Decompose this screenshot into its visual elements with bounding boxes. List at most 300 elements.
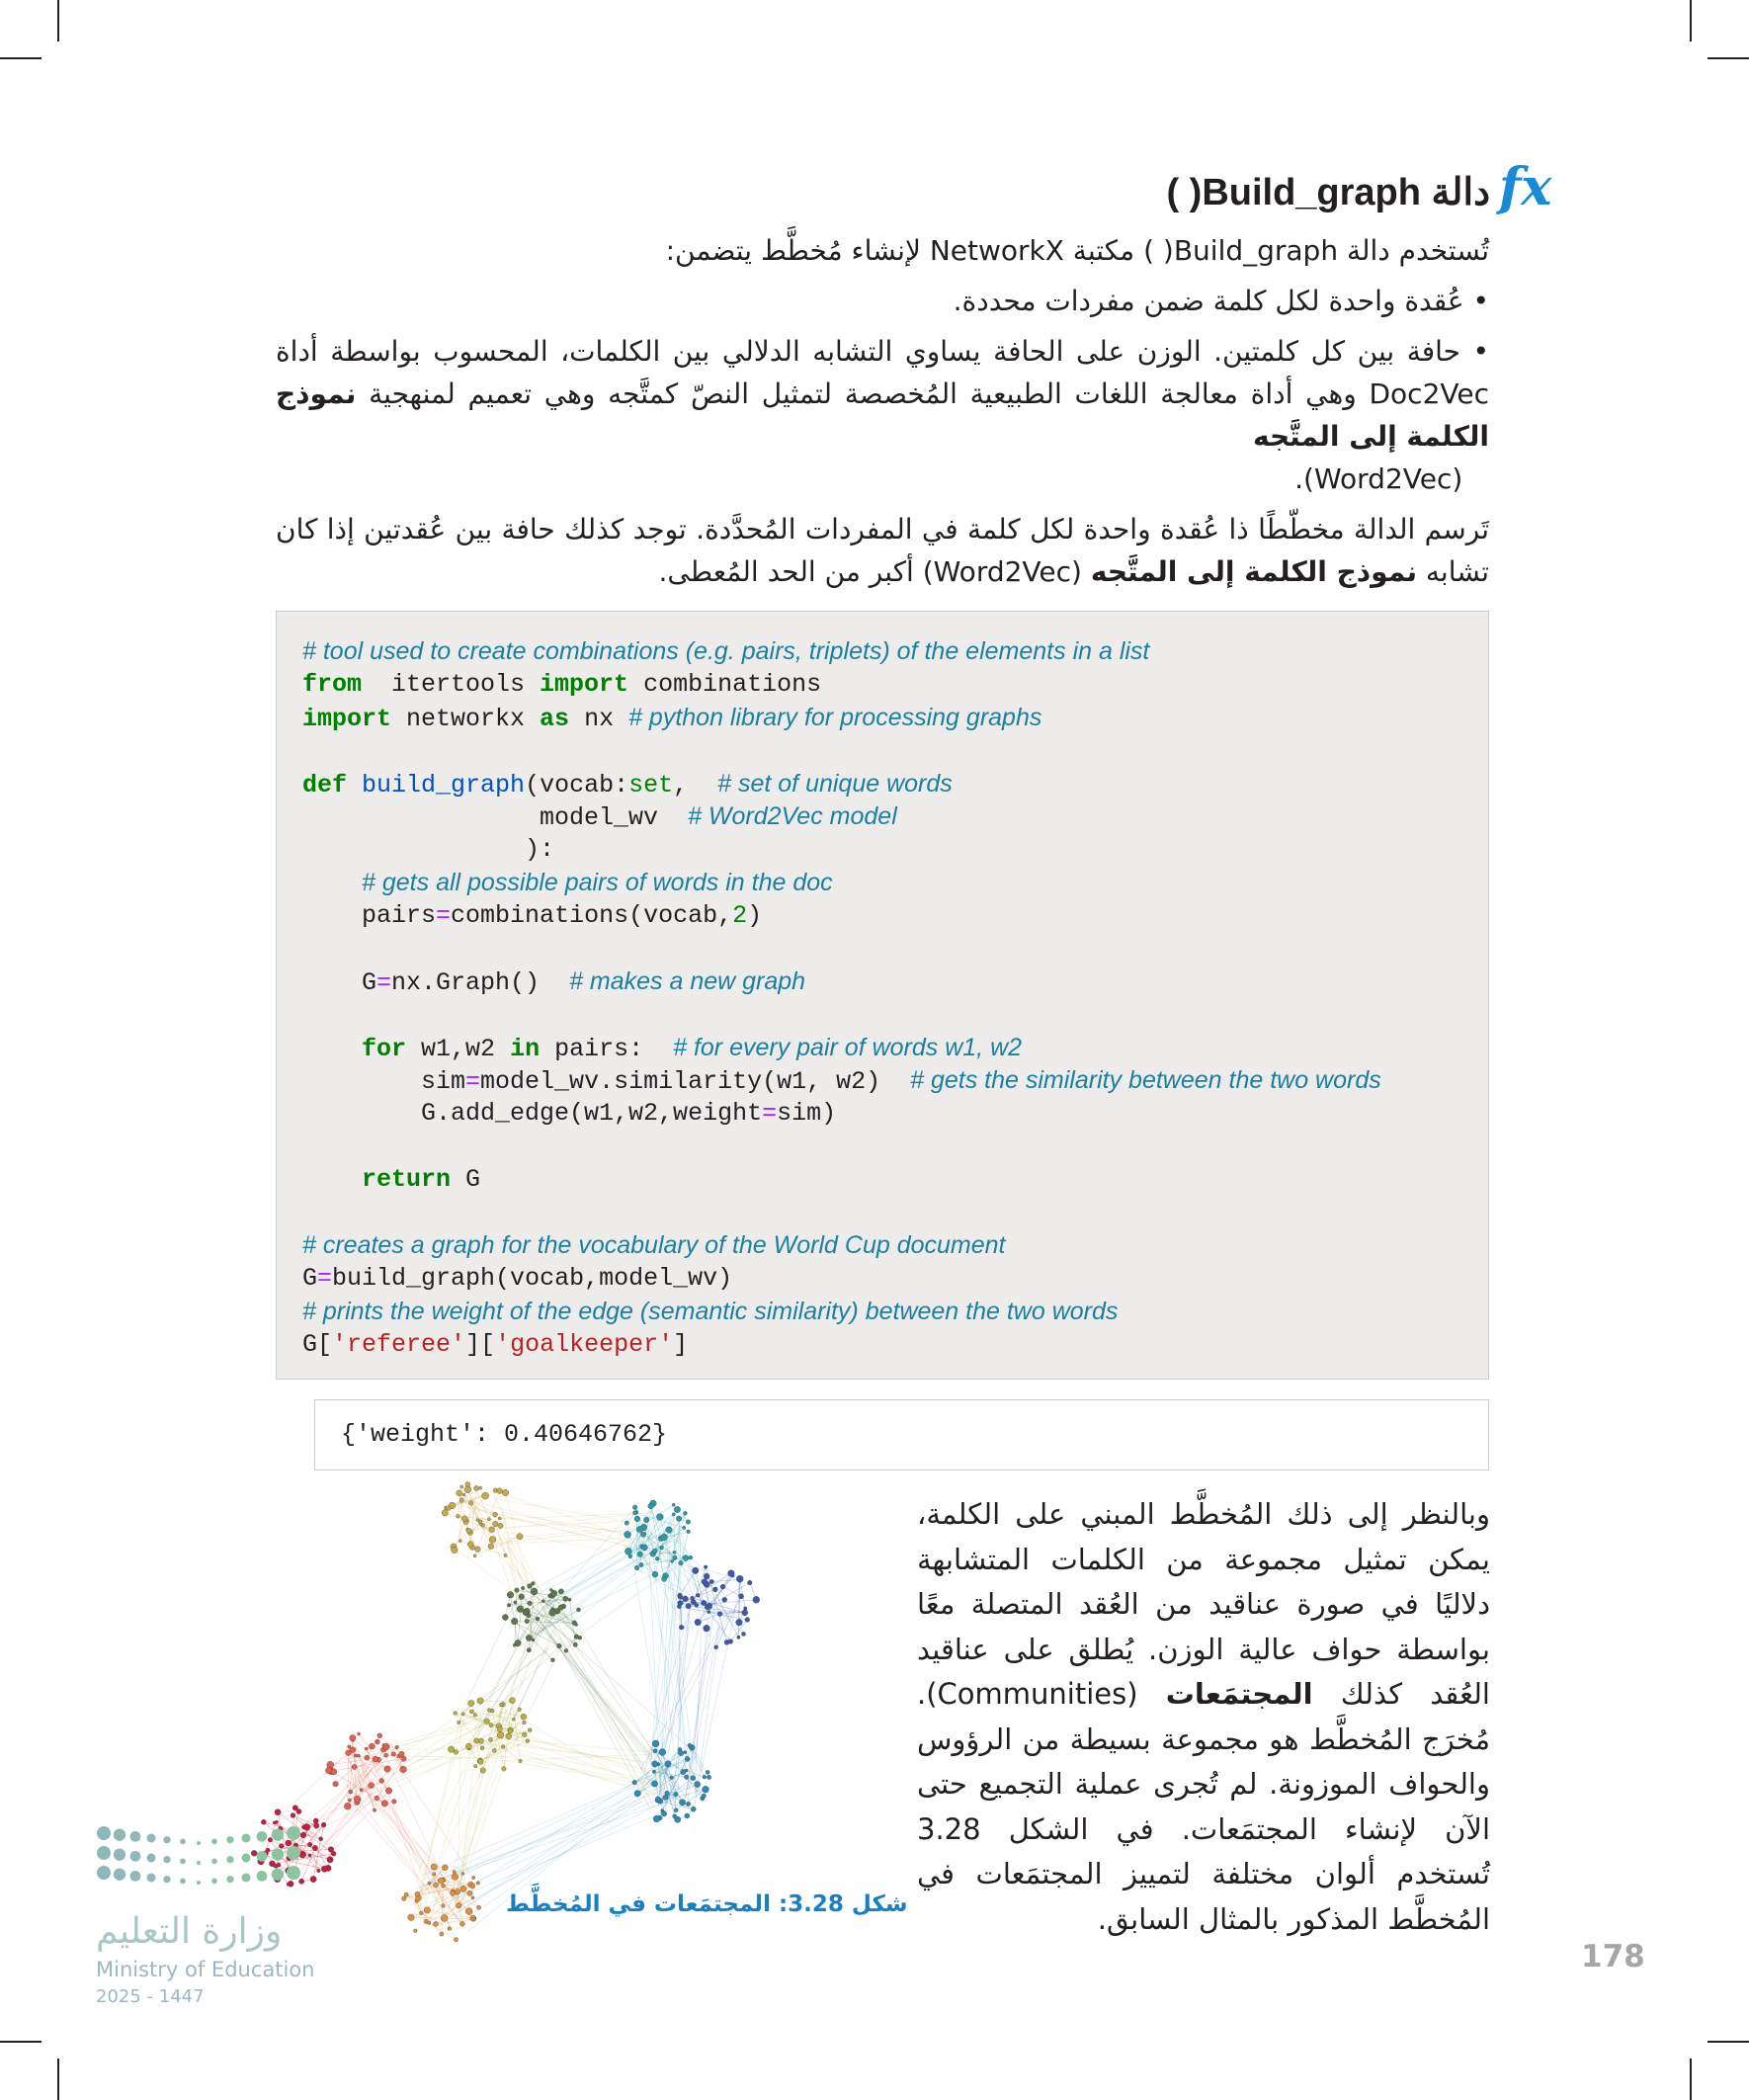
graph-node <box>369 1783 375 1789</box>
graph-node <box>477 1698 483 1704</box>
graph-node <box>365 1755 370 1760</box>
bold-term: المجتمَعات <box>1165 1677 1313 1711</box>
graph-node <box>395 1745 399 1749</box>
graph-node <box>702 1579 708 1585</box>
graph-node <box>682 1596 688 1602</box>
graph-node <box>498 1523 503 1528</box>
graph-node <box>536 1617 540 1621</box>
graph-node <box>531 1581 535 1585</box>
graph-node <box>695 1782 701 1788</box>
code-token: networkx <box>391 704 541 733</box>
code-output: {'weight': 0.40646762} <box>314 1399 1489 1470</box>
logo-dot <box>114 1849 125 1861</box>
code-token: = <box>762 1099 778 1129</box>
graph-node <box>563 1596 568 1601</box>
graph-node <box>747 1580 752 1585</box>
graph-node <box>683 1555 689 1561</box>
graph-node <box>665 1761 671 1767</box>
graph-node <box>375 1796 379 1801</box>
graph-node <box>373 1808 375 1811</box>
graph-edge <box>464 1597 518 1705</box>
graph-node <box>399 1751 404 1756</box>
graph-node <box>728 1570 735 1577</box>
graph-node <box>385 1788 391 1794</box>
graph-node <box>521 1586 525 1590</box>
graph-node <box>706 1603 711 1609</box>
graph-node <box>473 1714 477 1718</box>
code-token: , <box>673 770 718 799</box>
graph-node <box>548 1594 552 1598</box>
graph-node <box>468 1700 474 1706</box>
graph-node <box>325 1767 331 1773</box>
graph-node <box>702 1794 706 1798</box>
graph-node <box>480 1746 484 1750</box>
graph-node <box>511 1618 518 1625</box>
graph-node <box>453 1871 456 1874</box>
graph-node <box>672 1503 675 1506</box>
graph-node <box>695 1619 702 1626</box>
graph-node <box>753 1596 760 1603</box>
graph-node <box>440 1932 444 1936</box>
graph-node <box>720 1584 725 1589</box>
graph-node <box>460 1485 463 1488</box>
graph-node <box>489 1537 496 1544</box>
logo-dot <box>211 1859 217 1865</box>
graph-node <box>466 1529 471 1534</box>
graph-node <box>574 1635 579 1639</box>
graph-node <box>461 1516 467 1522</box>
graph-node <box>474 1738 479 1743</box>
graph-node <box>689 1555 693 1559</box>
code-token: sim <box>302 1067 466 1097</box>
graph-node <box>568 1598 571 1601</box>
graph-node <box>291 1813 295 1818</box>
code-token: = <box>436 901 452 931</box>
logo-dot <box>97 1826 111 1840</box>
code-token: for <box>362 1034 407 1063</box>
graph-node <box>360 1789 363 1792</box>
graph-node <box>312 1845 317 1850</box>
graph-node <box>474 1485 479 1490</box>
graph-node <box>458 1721 460 1723</box>
graph-node <box>674 1506 680 1512</box>
graph-node <box>556 1643 561 1648</box>
graph-node <box>522 1732 527 1737</box>
graph-node <box>507 1591 514 1598</box>
logo-dot <box>272 1829 284 1841</box>
graph-node <box>313 1823 319 1829</box>
graph-node <box>671 1559 674 1562</box>
figure-caption: شكل 3.28: المجتمَعات في المُخطَّط <box>506 1891 908 1917</box>
graph-edge <box>694 1615 720 1763</box>
logo-dot <box>242 1874 251 1883</box>
code-token: nx <box>569 704 629 733</box>
logo-dot <box>197 1881 201 1885</box>
graph-node <box>625 1521 628 1525</box>
graph-node <box>683 1511 687 1515</box>
code-token: # tool used to create combinations (e.g. pairs, triplets) of the elements in a list <box>302 637 1150 665</box>
graph-edge <box>359 1782 463 1911</box>
graph-node <box>527 1648 531 1652</box>
graph-node <box>677 1605 681 1609</box>
graph-node <box>663 1795 668 1800</box>
graph-node <box>661 1576 666 1581</box>
code-token: = <box>317 1264 333 1294</box>
graph-edge <box>454 1773 650 1898</box>
graph-edge <box>538 1596 654 1806</box>
code-token: pairs <box>302 901 437 931</box>
graph-node <box>704 1625 710 1632</box>
graph-node <box>550 1658 554 1662</box>
graph-node <box>652 1740 659 1747</box>
graph-node <box>665 1791 670 1796</box>
graph-node <box>489 1527 495 1533</box>
code-token: G[ <box>302 1330 333 1360</box>
graph-node <box>384 1753 388 1757</box>
text: وبالنظر إلى ذلك المُخطَّط المبني على الكلمة، يمكن تمثيل مجموعة من الكلمات المتشابهة دلاليًا في صورة عناقيد من العُقد المتصلة معًا بواسطة حواف عالية الوزن. يُطلق على عناقيد العُقد كذلك <box>917 1497 1490 1711</box>
graph-node <box>564 1648 568 1652</box>
graph-node <box>414 1929 418 1933</box>
text: تَرسم الدالة مخطّطًا ذا عُقدة واحدة لكل كلمة في المفردات المُحدَّدة. توجد كذلك حافة بين عُقدتين إذا كان تشابه <box>276 513 1489 588</box>
logo-dot <box>226 1856 233 1863</box>
code-token: sim) <box>777 1099 837 1129</box>
graph-node <box>672 1555 677 1560</box>
graph-node <box>379 1779 384 1784</box>
intro-text: تُستخدم دالة Build_graph( ) مكتبة NetworkX لإنشاء مُخطَّط يتضمن: <box>665 234 1489 267</box>
graph-node <box>497 1731 504 1738</box>
graph-node <box>457 1514 460 1518</box>
code-token: pairs: <box>540 1034 674 1063</box>
graph-node <box>492 1521 497 1526</box>
graph-node <box>625 1531 631 1538</box>
logo-dot <box>272 1849 284 1861</box>
graph-node <box>401 1896 406 1901</box>
graph-node <box>656 1514 663 1521</box>
graph-node <box>558 1605 563 1610</box>
graph-node <box>447 1506 452 1511</box>
graph-node <box>684 1751 687 1754</box>
graph-node <box>476 1905 480 1909</box>
code-token: 2 <box>732 901 748 931</box>
ministry-logo-dots <box>96 1823 313 1902</box>
logo-dot <box>163 1836 170 1843</box>
code-token: from <box>302 670 363 700</box>
graph-node <box>497 1726 502 1731</box>
graph-edge <box>711 1579 739 1581</box>
logo-dot <box>272 1869 284 1881</box>
graph-node <box>468 1501 472 1505</box>
graph-node <box>448 1927 452 1931</box>
graph-edge <box>419 1802 642 1887</box>
graph-node <box>465 1482 470 1487</box>
graph-node <box>655 1556 659 1560</box>
graph-node <box>679 1560 684 1565</box>
graph-node <box>655 1797 661 1803</box>
paragraph-2 <box>917 1492 1490 1942</box>
logo-dot <box>180 1859 186 1865</box>
graph-node <box>736 1575 743 1582</box>
logo-dot <box>211 1879 217 1885</box>
graph-node <box>408 1914 415 1921</box>
graph-node <box>526 1635 532 1640</box>
graph-node <box>632 1511 636 1515</box>
code-token: def <box>302 770 348 799</box>
logo-dot <box>197 1861 201 1865</box>
graph-node <box>502 1615 508 1621</box>
bullet-text: (Word2Vec). <box>1294 462 1463 495</box>
graph-node <box>515 1588 520 1593</box>
graph-node <box>478 1738 483 1743</box>
graph-node <box>454 1938 458 1942</box>
logo-dot <box>226 1836 233 1843</box>
graph-node <box>728 1639 733 1644</box>
graph-node <box>400 1766 407 1773</box>
graph-node <box>507 1603 511 1607</box>
graph-node <box>317 1869 321 1873</box>
code-token: in <box>510 1034 541 1063</box>
graph-node <box>632 1505 637 1510</box>
graph-node <box>549 1609 556 1616</box>
graph-node <box>521 1714 527 1720</box>
graph-node <box>460 1886 466 1891</box>
code-token: # set of unique words <box>717 769 953 798</box>
graph-node <box>636 1526 642 1532</box>
graph-node <box>452 1547 458 1553</box>
logo-dot <box>242 1834 251 1843</box>
graph-node <box>685 1813 690 1818</box>
graph-node <box>691 1776 696 1781</box>
code-token: import <box>302 704 392 733</box>
graph-node <box>696 1593 700 1597</box>
graph-node <box>349 1790 353 1794</box>
logo-dot <box>147 1834 156 1843</box>
graph-node <box>328 1847 334 1853</box>
graph-node <box>685 1756 690 1761</box>
graph-node <box>488 1544 494 1550</box>
graph-node <box>652 1571 658 1577</box>
graph-node <box>691 1806 696 1811</box>
graph-node <box>321 1822 326 1827</box>
graph-node <box>695 1603 699 1607</box>
graph-node <box>478 1520 482 1524</box>
logo-dot <box>147 1874 156 1883</box>
graph-node <box>528 1601 533 1606</box>
graph-node <box>459 1498 463 1502</box>
graph-node <box>442 1904 446 1908</box>
graph-node <box>523 1721 527 1724</box>
graph-node <box>641 1545 647 1551</box>
graph-node <box>519 1759 522 1762</box>
graph-node <box>558 1589 563 1594</box>
graph-node <box>576 1608 580 1612</box>
graph-node <box>474 1764 477 1767</box>
graph-node <box>358 1732 361 1735</box>
graph-node <box>672 1513 675 1516</box>
graph-node <box>717 1612 722 1617</box>
graph-node <box>652 1770 655 1773</box>
graph-node <box>526 1739 530 1743</box>
graph-node <box>502 1489 508 1495</box>
graph-node <box>438 1878 444 1884</box>
bullet-2: • حافة بين كل كلمتين. الوزن على الحافة يساوي التشابه الدلالي بين الكلمات، المحسوب بواسطة أداة Doc2Vec وهي أداة معالجة اللغات الطبيعية المُخصصة لتمثيل النصّ كمتَّجه وهي تعميم لمنهجية نموذج الكلمة إلى المتَّجه (Word2Vec). <box>276 335 1489 495</box>
logo-dot <box>163 1876 170 1883</box>
graph-node <box>497 1488 503 1494</box>
graph-node <box>531 1588 538 1595</box>
graph-node <box>632 1780 637 1785</box>
logo-dot <box>197 1841 201 1845</box>
code-token: ): <box>302 835 555 865</box>
graph-edge <box>457 1789 647 1878</box>
code-token: ) <box>747 901 763 931</box>
graph-node <box>573 1642 577 1646</box>
graph-edge <box>459 1497 629 1543</box>
graph-node <box>525 1619 530 1624</box>
graph-node <box>666 1527 673 1534</box>
graph-node <box>454 1750 458 1755</box>
graph-node <box>517 1534 523 1540</box>
logo-dot <box>147 1854 156 1863</box>
code-token: w1,w2 <box>406 1034 511 1063</box>
graph-node <box>686 1520 690 1524</box>
code-token: G <box>451 1165 481 1195</box>
graph-node <box>333 1781 339 1787</box>
graph-node <box>704 1565 708 1569</box>
graph-node <box>464 1486 471 1493</box>
graph-node <box>434 1883 439 1888</box>
graph-node <box>643 1517 649 1523</box>
graph-node <box>634 1516 640 1522</box>
code-token: model_wv.similarity(w1, w2) <box>480 1067 911 1097</box>
graph-node <box>415 1891 420 1896</box>
graph-node <box>350 1747 356 1753</box>
logo-dot <box>257 1851 268 1862</box>
code-token: import <box>540 670 629 700</box>
graph-node <box>475 1547 481 1553</box>
graph-node <box>327 1857 333 1863</box>
graph-node <box>321 1866 327 1872</box>
logo-dot <box>287 1826 300 1840</box>
graph-node <box>637 1552 643 1557</box>
graph-node <box>478 1759 483 1764</box>
graph-node <box>465 1743 471 1749</box>
graph-node <box>487 1518 490 1521</box>
graph-node <box>479 1486 482 1489</box>
code-token: combinations(vocab, <box>451 901 733 931</box>
graph-node <box>344 1803 351 1809</box>
graph-node <box>493 1512 498 1517</box>
code-token: # gets all possible pairs of words in the doc <box>362 868 833 896</box>
graph-node <box>448 1746 454 1752</box>
code-token: 'goalkeeper' <box>495 1330 674 1360</box>
logo-dot <box>163 1856 170 1863</box>
code-token: nx.Graph() <box>391 967 570 997</box>
code-token: = <box>465 1067 481 1097</box>
graph-node <box>517 1606 524 1613</box>
code-token: # creates a graph for the vocabulary of the World Cup document <box>302 1231 1006 1260</box>
graph-node <box>454 1712 458 1716</box>
graph-node <box>476 1882 479 1885</box>
graph-node <box>482 1492 489 1499</box>
graph-node <box>350 1734 356 1740</box>
graph-node <box>660 1546 664 1550</box>
graph-node <box>701 1600 706 1605</box>
graph-node <box>708 1611 710 1614</box>
graph-node <box>639 1562 643 1566</box>
graph-node <box>375 1739 379 1744</box>
graph-edge <box>428 1765 680 1881</box>
graph-edge <box>538 1610 640 1753</box>
graph-node <box>551 1590 557 1596</box>
graph-node <box>319 1837 323 1841</box>
graph-node <box>489 1723 493 1727</box>
graph-node <box>541 1600 544 1603</box>
code-token: # python library for processing graphs <box>628 703 1042 731</box>
graph-node <box>461 1872 464 1875</box>
graph-node <box>354 1754 357 1757</box>
logo-dot <box>287 1846 300 1860</box>
graph-node <box>688 1743 692 1747</box>
graph-node <box>490 1709 494 1713</box>
code-token: itertools <box>362 670 541 700</box>
graph-node <box>499 1703 503 1707</box>
logo-year: 2025 - 1447 <box>96 1986 205 2007</box>
code-token: as <box>540 704 570 733</box>
logo-dot <box>114 1829 125 1841</box>
code-token: G <box>302 967 377 997</box>
graph-node <box>679 1625 684 1630</box>
code-token: build_graph(vocab,model_wv) <box>332 1264 733 1294</box>
graph-node <box>652 1549 657 1554</box>
graph-node <box>498 1517 501 1520</box>
graph-node <box>686 1603 691 1608</box>
graph-node <box>674 1808 678 1812</box>
graph-node <box>519 1594 525 1600</box>
graph-node <box>373 1756 378 1762</box>
graph-node <box>502 1766 507 1771</box>
graph-node <box>492 1748 496 1752</box>
graph-node <box>352 1764 357 1769</box>
graph-node <box>513 1643 516 1646</box>
graph-node <box>313 1818 318 1823</box>
graph-node <box>514 1601 517 1604</box>
graph-node <box>683 1526 686 1529</box>
graph-node <box>648 1503 654 1509</box>
graph-node <box>709 1579 713 1583</box>
bullet-1: • عُقدة واحدة لكل كلمة ضمن مفردات محددة. <box>953 285 1489 317</box>
graph-node <box>512 1718 515 1721</box>
bullet-text: عُقدة واحدة لكل كلمة ضمن مفردات محددة. <box>953 285 1464 317</box>
graph-node <box>703 1775 707 1779</box>
graph-node <box>504 1554 507 1556</box>
graph-node <box>488 1737 492 1741</box>
code-token: G.add_edge(w1,w2,weight <box>302 1099 763 1129</box>
graph-node <box>714 1645 718 1649</box>
code-token: # Word2Vec model <box>688 801 897 830</box>
logo-dot <box>242 1854 251 1863</box>
graph-node <box>628 1554 632 1558</box>
logo-dot <box>287 1866 300 1880</box>
graph-edge <box>373 1754 424 1880</box>
graph-edge <box>651 1554 683 1759</box>
bold-term: نموذج الكلمة إلى المتَّجه <box>276 378 1489 453</box>
logo-dot <box>226 1876 233 1883</box>
code-token: build_graph <box>362 770 526 799</box>
code-token: model_wv <box>302 802 689 832</box>
page-number: 178 <box>1581 1939 1645 1974</box>
logo-dot <box>130 1871 141 1882</box>
graph-node <box>442 1510 448 1516</box>
graph-node <box>742 1610 748 1616</box>
